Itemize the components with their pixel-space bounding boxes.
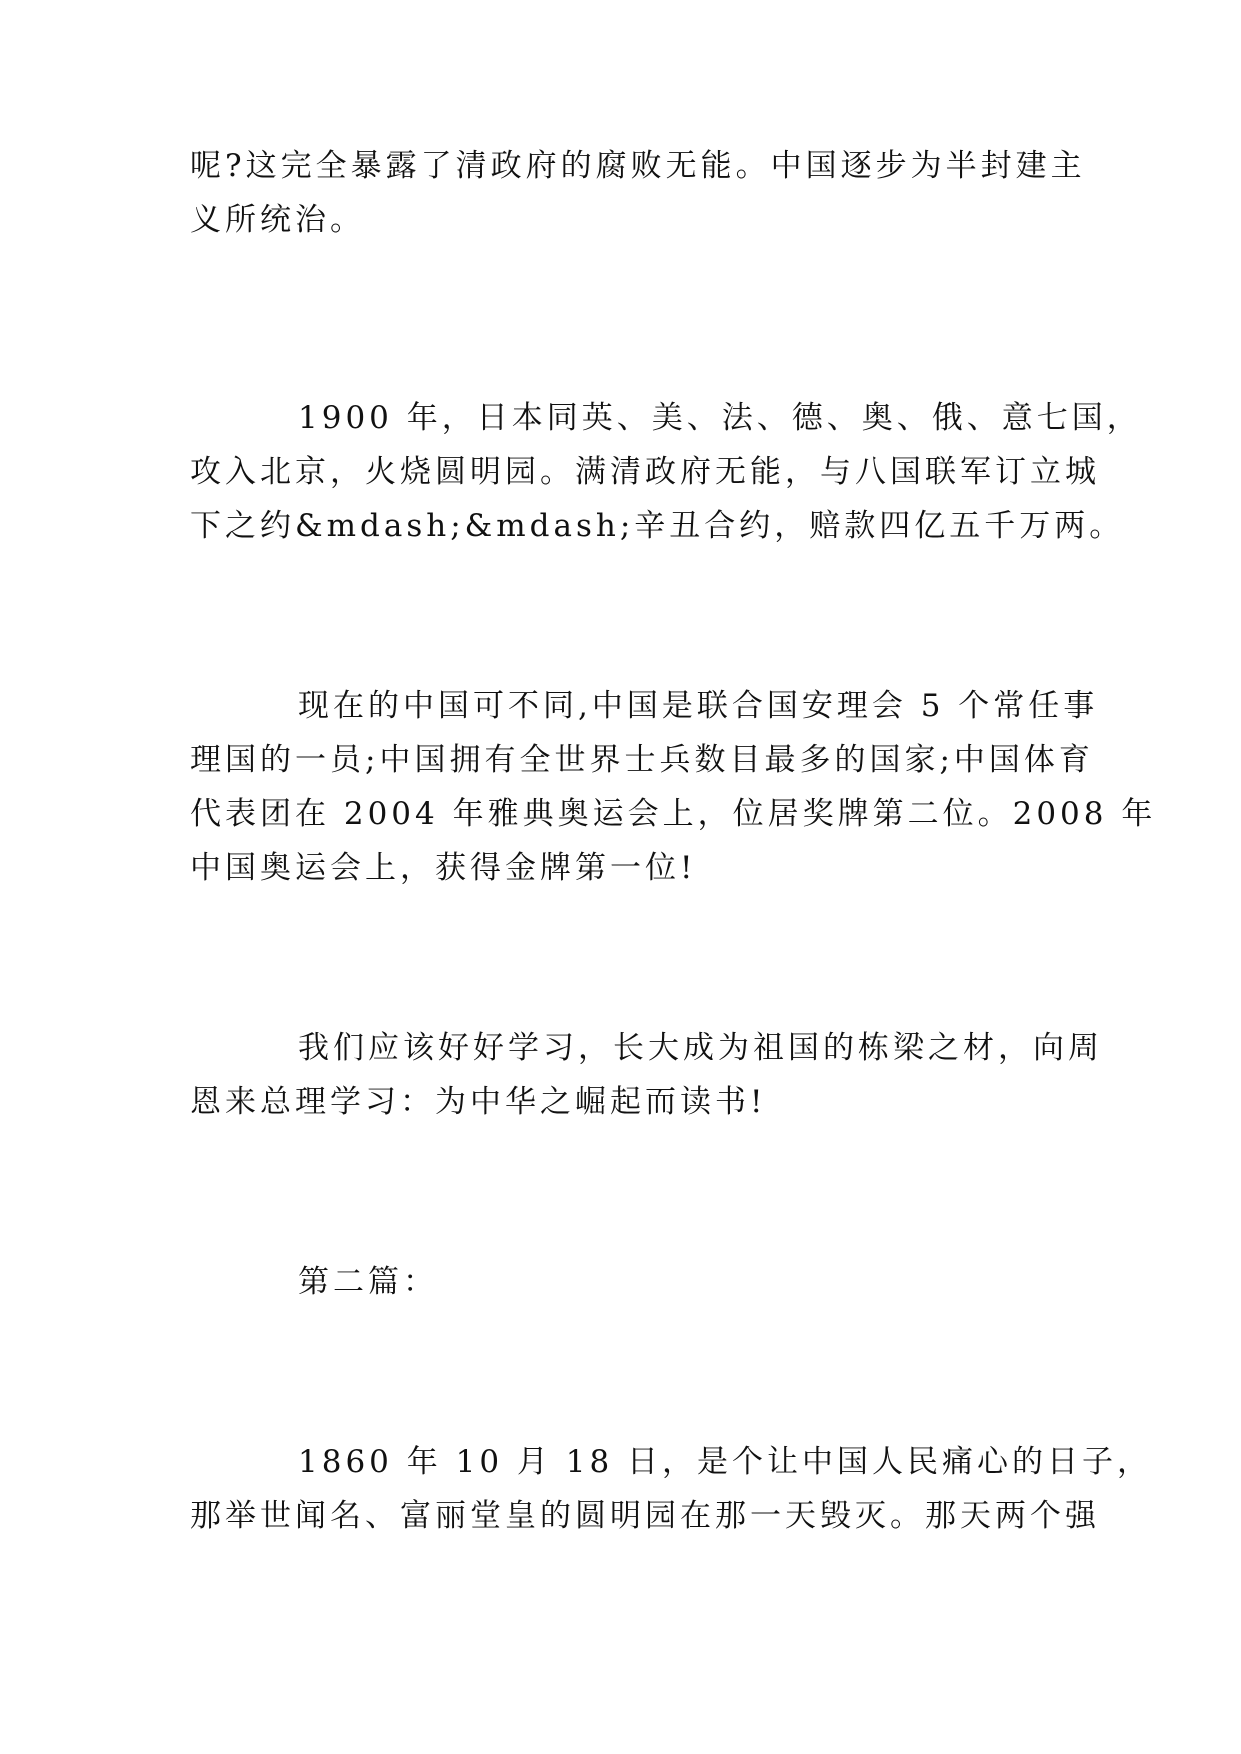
- text-line: 恩来总理学习：为中华之崛起而读书!: [190, 1084, 767, 1120]
- text-line: 现在的中国可不同,中国是联合国安理会 5 个常任事: [298, 688, 1099, 724]
- text-line: 1900 年，日本同英、美、法、德、奥、俄、意七国，: [298, 400, 1142, 436]
- text-line: 那举世闻名、富丽堂皇的圆明园在那一天毁灭。那天两个强: [190, 1498, 1100, 1534]
- text-line: 义所统治。: [190, 202, 365, 238]
- text-line: 攻入北京，火烧圆明园。满清政府无能，与八国联军订立城: [190, 454, 1100, 490]
- text-line: 呢?这完全暴露了清政府的腐败无能。中国逐步为半封建主: [190, 148, 1086, 184]
- text-line: 代表团在 2004 年雅典奥运会上，位居奖牌第二位。2008 年: [190, 796, 1157, 832]
- text-line: 中国奥运会上，获得金牌第一位!: [190, 850, 697, 886]
- text-line: 第二篇：: [298, 1264, 438, 1300]
- text-line: 1860 年 10 月 18 日，是个让中国人民痛心的日子，: [298, 1444, 1153, 1480]
- text-line: 理国的一员;中国拥有全世界士兵数目最多的国家;中国体育: [190, 742, 1094, 778]
- text-line: 下之约&mdash;&mdash;辛丑合约，赔款四亿五千万两。: [190, 508, 1125, 544]
- text-line: 我们应该好好学习，长大成为祖国的栋梁之材，向周: [298, 1030, 1103, 1066]
